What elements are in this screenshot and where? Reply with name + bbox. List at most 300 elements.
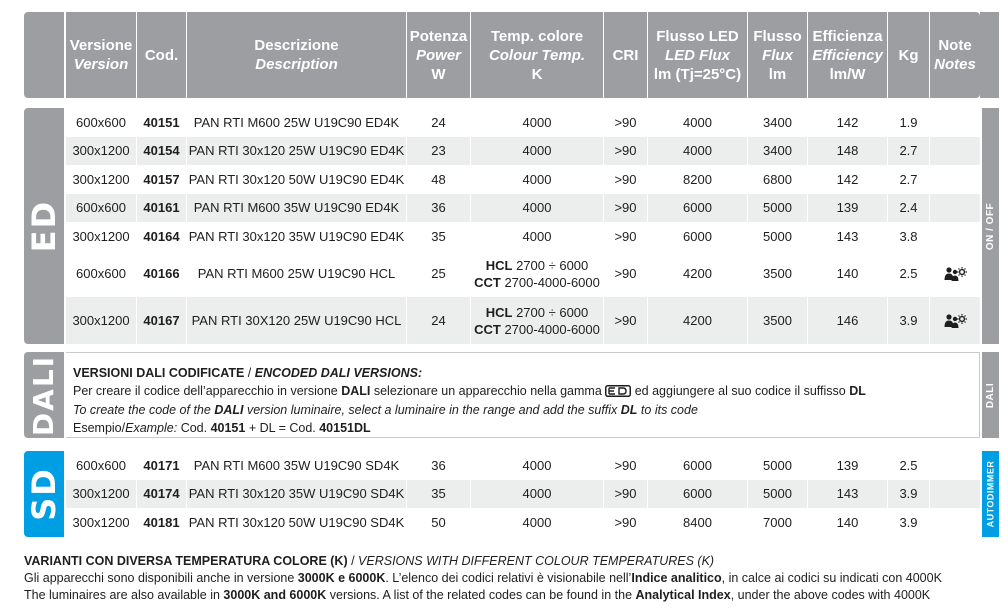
cell-flux-wrap [748, 451, 808, 480]
cell-led-flux: 4000 [683, 143, 712, 158]
cell-power: 35 [431, 486, 446, 501]
cell-kg: 2.7 [899, 171, 918, 187]
cell-code: 40181 [143, 514, 180, 530]
cell-power-wrap [407, 297, 471, 344]
cell-version: 600x600 [76, 114, 126, 130]
table-row [66, 165, 980, 194]
cell-efficiency: 142 [836, 114, 859, 130]
dali-line2-e: to its code [637, 403, 698, 417]
col-header-efficiency-it: Efficienza [812, 27, 883, 45]
section-dali-label [24, 352, 64, 438]
col-header-temp-unit: K [531, 65, 543, 83]
cell-hcl-value: 2700 ÷ 6000 [516, 258, 589, 273]
cell-cri-wrap [604, 108, 648, 137]
col-header-description-en: Description [255, 56, 338, 73]
table-row [66, 297, 980, 344]
cell-notes-wrap [930, 165, 980, 194]
cell-version-wrap [66, 451, 137, 480]
cell-code: 40166 [143, 266, 180, 281]
cell-cri-wrap [604, 165, 648, 194]
cell-efficiency-wrap [808, 251, 888, 297]
cell-cri-wrap [604, 222, 648, 251]
dali-info-box [66, 352, 980, 438]
cell-kg: 2.5 [899, 457, 918, 473]
cell-kg-wrap [888, 194, 930, 222]
dali-line2-b: DALI [214, 403, 244, 417]
cell-description-wrap [187, 222, 407, 251]
cell-led-flux: 6000 [683, 486, 712, 501]
col-header-power-en: Power [415, 46, 461, 64]
cell-flux: 5000 [763, 228, 792, 244]
cell-efficiency: 143 [836, 228, 859, 244]
footer-title-it: VARIANTI CON DIVERSA TEMPERATURA COLORE (K) [24, 554, 348, 568]
cell-flux-wrap [748, 508, 808, 537]
cell-kg-wrap [888, 108, 930, 137]
dali-title [73, 365, 979, 383]
col-header-temp-it: Temp. colore [490, 27, 584, 45]
dali-line3-f: 40151DL [319, 420, 371, 435]
cell-flux: 6800 [763, 171, 792, 187]
cell-description: PAN RTI M600 25W U19C90 ED4K [193, 114, 400, 130]
cell-temp-wrap [471, 222, 604, 251]
cell-flux-wrap [748, 165, 808, 194]
cell-led-flux: 4000 [683, 114, 712, 130]
cell-kg: 2.7 [899, 143, 918, 158]
cell-flux-wrap [748, 108, 808, 137]
cell-temp-wrap [471, 165, 604, 194]
ed-logo-icon [605, 385, 631, 403]
dali-example [73, 420, 979, 438]
cell-description: PAN RTI 30x120 50W U19C90 SD4K [188, 514, 405, 530]
cell-efficiency: 139 [836, 200, 859, 215]
col-header-version-en: Version [73, 56, 129, 73]
table-row [66, 222, 980, 251]
cell-notes-wrap [930, 297, 980, 344]
cell-temp: 4000 [522, 514, 552, 530]
footer-en-a: The luminaires are also available in [24, 588, 224, 602]
cell-temp: 4000 [522, 486, 552, 501]
cell-led-flux-wrap [648, 108, 748, 137]
cell-power-wrap [407, 137, 471, 165]
col-header-led-flux [648, 12, 748, 98]
cell-efficiency-wrap [808, 451, 888, 480]
cell-efficiency-wrap [808, 508, 888, 537]
cell-version-wrap [66, 297, 137, 344]
dali-line1-a: Per creare il codice dell’apparecchio in versione [73, 383, 342, 398]
footer-it-d: Indice analitico [631, 571, 722, 585]
footer-line-it [24, 570, 999, 587]
cell-power: 50 [431, 514, 446, 530]
cell-temp-wrap [471, 508, 604, 537]
col-header-flux-en: Flux [762, 46, 793, 64]
cell-cri: >90 [614, 143, 637, 158]
section-sd-label [24, 451, 64, 537]
footer-en-d: Analytical Index [635, 588, 731, 602]
cell-power-wrap [407, 108, 471, 137]
cell-led-flux-wrap [648, 480, 748, 508]
cell-led-flux-wrap [648, 451, 748, 480]
cell-power-wrap [407, 194, 471, 222]
cell-version: 300x1200 [72, 143, 130, 158]
cell-description: PAN RTI 30x120 35W U19C90 SD4K [188, 486, 405, 501]
dali-line1-c: selezionare un apparecchio nella gamma [370, 383, 606, 398]
cell-led-flux: 6000 [683, 200, 712, 215]
footer-title [24, 553, 999, 570]
cell-flux: 5000 [763, 486, 792, 501]
cell-notes-wrap [930, 108, 980, 137]
cell-power: 36 [431, 200, 446, 215]
cell-description-wrap [187, 194, 407, 222]
section-dali-side [982, 352, 999, 438]
cell-description-wrap [187, 297, 407, 344]
col-header-flux-unit: lm [768, 65, 787, 83]
footer-en-c: versions. A list of the related codes can be found in the [326, 588, 636, 602]
cell-cri: >90 [614, 457, 637, 473]
cell-hcl-label: HCL [485, 258, 513, 273]
col-header-kg [888, 12, 930, 98]
cell-flux-wrap [748, 251, 808, 297]
cell-notes-wrap [930, 451, 980, 480]
cell-temp: 4000 [522, 171, 552, 187]
col-header-efficiency [808, 12, 888, 98]
people-sun-icon [943, 266, 967, 282]
cell-led-flux: 4200 [683, 312, 712, 328]
cell-cri: >90 [614, 171, 637, 187]
cell-power-wrap [407, 480, 471, 508]
cell-version-wrap [66, 222, 137, 251]
col-header-led-flux-it: Flusso LED [656, 27, 739, 45]
cell-kg-wrap [888, 297, 930, 344]
cell-code: 40151 [143, 114, 180, 130]
cell-temp-wrap [471, 480, 604, 508]
cell-flux: 3500 [763, 312, 792, 328]
cell-cri: >90 [614, 266, 637, 281]
cell-efficiency-wrap [808, 480, 888, 508]
cell-code-wrap [137, 108, 187, 137]
cell-code-wrap [137, 480, 187, 508]
cell-temp-wrap [471, 297, 604, 344]
cell-hcl-value: 2700 ÷ 6000 [516, 304, 589, 320]
cell-flux-wrap [748, 137, 808, 165]
footer-it-c: . L’elenco dei codici relativi è visionabile nell’ [385, 571, 632, 585]
col-header-efficiency-unit: lm/W [829, 65, 866, 83]
cell-kg-wrap [888, 451, 930, 480]
cell-notes-wrap [930, 222, 980, 251]
cell-led-flux: 8200 [683, 171, 712, 187]
footer-it-b: 3000K e 6000K [297, 571, 386, 585]
cell-code-wrap [137, 137, 187, 165]
cell-description: PAN RTI 30X120 25W U19C90 HCL [191, 312, 402, 328]
cell-efficiency-wrap [808, 165, 888, 194]
cell-version: 300x1200 [72, 514, 130, 530]
col-header-code [137, 12, 187, 98]
cell-temp-wrap [471, 194, 604, 222]
cell-cct-label: CCT [474, 275, 501, 290]
cell-cri: >90 [614, 486, 637, 501]
cell-description-wrap [187, 480, 407, 508]
cell-power-wrap [407, 222, 471, 251]
cell-power: 48 [431, 171, 446, 187]
cell-cri-wrap [604, 480, 648, 508]
cell-description: PAN RTI M600 35W U19C90 ED4K [193, 200, 400, 215]
cell-temp-wrap [471, 451, 604, 480]
dali-title-en: ENCODED DALI VERSIONS: [254, 366, 423, 380]
cell-flux-wrap [748, 194, 808, 222]
cell-code: 40164 [143, 228, 180, 244]
footer-en-e: , under the above codes with 4000K [730, 588, 931, 602]
cell-led-flux: 6000 [683, 457, 712, 473]
cell-led-flux: 4200 [683, 266, 712, 281]
cell-efficiency: 139 [836, 457, 859, 473]
cell-efficiency: 140 [836, 266, 859, 281]
cell-flux: 3400 [763, 143, 792, 158]
cell-version: 600x600 [76, 200, 126, 215]
cell-kg-wrap [888, 508, 930, 537]
col-header-notes-en: Notes [934, 56, 976, 73]
cell-temp: 4000 [522, 143, 552, 158]
col-header-led-flux-en: LED Flux [664, 46, 730, 64]
cell-cri-wrap [604, 297, 648, 344]
cell-efficiency-wrap [808, 297, 888, 344]
cell-version-wrap [66, 137, 137, 165]
cell-cri-wrap [604, 251, 648, 297]
cell-efficiency: 140 [836, 514, 859, 530]
cell-description-wrap [187, 165, 407, 194]
col-header-cri-label: CRI [612, 46, 639, 64]
cell-description-wrap [187, 508, 407, 537]
dali-title-sep: / [244, 366, 255, 380]
cell-code: 40157 [143, 171, 180, 187]
cell-kg: 3.8 [899, 228, 918, 244]
cell-temp: 4000 [522, 457, 552, 473]
section-dali-side-text: DALI [985, 382, 996, 408]
cell-temp: 4000 [522, 200, 552, 215]
footer-it-a: Gli apparecchi sono disponibili anche in versione [24, 571, 298, 585]
cell-kg-wrap [888, 222, 930, 251]
dali-line1-e: DL [849, 383, 866, 398]
cell-efficiency-wrap [808, 222, 888, 251]
cell-code: 40161 [143, 200, 180, 215]
cell-code-wrap [137, 194, 187, 222]
dali-line3-d: 40151 [210, 420, 246, 435]
col-header-version [66, 12, 137, 98]
cell-flux: 5000 [763, 200, 792, 215]
cell-notes-wrap [930, 508, 980, 537]
cell-led-flux-wrap [648, 251, 748, 297]
cell-kg: 2.4 [899, 200, 918, 215]
cell-description-wrap [187, 251, 407, 297]
dali-line3-a: Esempio/ [73, 420, 126, 435]
cell-kg-wrap [888, 251, 930, 297]
cell-cct-value: 2700-4000-6000 [504, 321, 600, 337]
cell-code-wrap [137, 451, 187, 480]
cell-code-wrap [137, 222, 187, 251]
dali-line3-c: Cod. [177, 420, 211, 435]
col-header-cri [604, 12, 648, 98]
cell-code: 40154 [143, 143, 180, 158]
cell-hcl-label: HCL [485, 304, 513, 320]
table-row [66, 508, 980, 537]
cell-cri-wrap [604, 194, 648, 222]
cell-efficiency: 148 [836, 143, 859, 158]
cell-power-wrap [407, 451, 471, 480]
cell-flux-wrap [748, 480, 808, 508]
cell-flux: 3400 [763, 114, 792, 130]
cell-code: 40171 [143, 457, 180, 473]
cell-led-flux-wrap [648, 165, 748, 194]
cell-kg-wrap [888, 480, 930, 508]
cell-led-flux-wrap [648, 508, 748, 537]
col-header-led-flux-unit: lm (Tj=25°C) [653, 65, 742, 83]
cell-description: PAN RTI 30x120 50W U19C90 ED4K [188, 171, 405, 187]
header-corner [24, 12, 64, 98]
cell-power-wrap [407, 165, 471, 194]
section-dali-text: DALI [27, 354, 61, 436]
footer-line-en [24, 587, 999, 604]
cell-kg: 3.9 [899, 312, 918, 328]
cell-description: PAN RTI M600 35W U19C90 SD4K [193, 457, 400, 473]
cell-description-wrap [187, 108, 407, 137]
footer-en-b: 3000K and 6000K [223, 588, 327, 602]
cell-flux: 7000 [763, 514, 792, 530]
col-header-description [187, 12, 407, 98]
section-ed-side [982, 108, 999, 344]
cell-cri-wrap [604, 451, 648, 480]
cell-power: 35 [431, 228, 446, 244]
cell-version-wrap [66, 508, 137, 537]
cell-version: 300x1200 [72, 228, 130, 244]
cell-cri: >90 [614, 514, 637, 530]
cell-temp: 4000 [522, 228, 552, 244]
footer-it-e: , in calce ai codici su indicati con 4000K [721, 571, 942, 585]
cell-power: 24 [431, 312, 446, 328]
col-header-power-it: Potenza [409, 27, 468, 45]
cell-kg: 2.5 [899, 266, 918, 281]
cell-power: 36 [431, 457, 446, 473]
cell-power-wrap [407, 251, 471, 297]
cell-version-wrap [66, 165, 137, 194]
cell-notes-wrap [930, 194, 980, 222]
col-header-flux [748, 12, 808, 98]
col-header-temp-en: Colour Temp. [488, 46, 586, 64]
col-header-notes [930, 12, 980, 98]
cell-version-wrap [66, 194, 137, 222]
cell-cct-value: 2700-4000-6000 [504, 275, 600, 290]
cell-cri: >90 [614, 312, 637, 328]
cell-power: 25 [431, 266, 446, 281]
cell-version: 300x1200 [72, 312, 130, 328]
footer-title-sep: / [347, 554, 359, 568]
col-header-power [407, 12, 471, 98]
cell-efficiency-wrap [808, 194, 888, 222]
cell-power: 23 [431, 143, 446, 158]
col-header-description-it: Descrizione [254, 37, 339, 54]
cell-temp-wrap [471, 251, 604, 297]
col-header-power-unit: W [431, 65, 446, 83]
cell-cri: >90 [614, 114, 637, 130]
cell-led-flux-wrap [648, 137, 748, 165]
section-sd-side [982, 451, 999, 537]
cell-flux-wrap [748, 222, 808, 251]
cell-efficiency-wrap [808, 137, 888, 165]
cell-led-flux: 6000 [683, 228, 712, 244]
cell-description-wrap [187, 451, 407, 480]
people-sun-icon [943, 313, 967, 329]
cell-cri: >90 [614, 228, 637, 244]
section-ed-text: ED [25, 199, 64, 253]
dali-line1-d: ed aggiungere al suo codice il suffisso [631, 383, 850, 398]
cell-version: 600x600 [76, 266, 126, 281]
dali-line3-b: Example: [125, 420, 178, 435]
cell-cri-wrap [604, 137, 648, 165]
cell-version: 300x1200 [72, 171, 130, 187]
cell-code: 40174 [143, 486, 180, 501]
table-row [66, 108, 980, 137]
cell-cri-wrap [604, 508, 648, 537]
cell-version: 300x1200 [72, 486, 130, 501]
cell-temp-wrap [471, 137, 604, 165]
cell-flux: 3500 [763, 266, 792, 281]
cell-cct-label: CCT [474, 321, 501, 337]
cell-notes-wrap [930, 480, 980, 508]
col-header-code-label: Cod. [144, 46, 179, 64]
section-sd-side-text: AUTODIMMER [985, 460, 996, 528]
section-ed-label [24, 108, 64, 344]
dali-line-en [73, 402, 979, 420]
cell-flux: 5000 [763, 457, 792, 473]
col-header-flux-it: Flusso [753, 27, 802, 45]
cell-description-wrap [187, 137, 407, 165]
cell-kg: 1.9 [899, 114, 918, 130]
cell-code-wrap [137, 251, 187, 297]
cell-code: 40167 [143, 312, 180, 328]
cell-efficiency-wrap [808, 108, 888, 137]
dali-title-it: VERSIONI DALI CODIFICATE [73, 366, 245, 380]
header-right-cap [980, 12, 999, 98]
cell-code-wrap [137, 297, 187, 344]
cell-power-wrap [407, 508, 471, 537]
cell-efficiency: 146 [836, 312, 859, 328]
table-row [66, 451, 980, 480]
cell-code-wrap [137, 508, 187, 537]
cell-temp: 4000 [522, 114, 552, 130]
table-row [66, 480, 980, 508]
dali-line2-c: version luminaire, select a luminaire in the range and add the suffix [243, 403, 621, 417]
cell-led-flux-wrap [648, 194, 748, 222]
cell-kg: 3.9 [899, 514, 918, 530]
dali-line3-e: + DL = Cod. [245, 420, 320, 435]
col-header-kg-label: Kg [898, 46, 919, 64]
cell-kg-wrap [888, 165, 930, 194]
dali-line2-a: To create the code of the [73, 403, 215, 417]
cell-version-wrap [66, 108, 137, 137]
cell-flux-wrap [748, 297, 808, 344]
table-row [66, 194, 980, 222]
cell-cri: >90 [614, 200, 637, 215]
table-row [66, 251, 980, 297]
cell-code-wrap [137, 165, 187, 194]
col-header-notes-it: Note [938, 37, 972, 54]
cell-led-flux-wrap [648, 222, 748, 251]
dali-line2-d: DL [620, 403, 638, 417]
cell-description: PAN RTI 30x120 25W U19C90 ED4K [188, 143, 405, 158]
col-header-temp [471, 12, 604, 98]
col-header-version-it: Versione [69, 37, 133, 54]
section-sd-text: SD [25, 467, 64, 521]
cell-efficiency: 143 [836, 486, 859, 501]
cell-kg: 3.9 [899, 486, 918, 501]
dali-line-it [73, 383, 979, 403]
